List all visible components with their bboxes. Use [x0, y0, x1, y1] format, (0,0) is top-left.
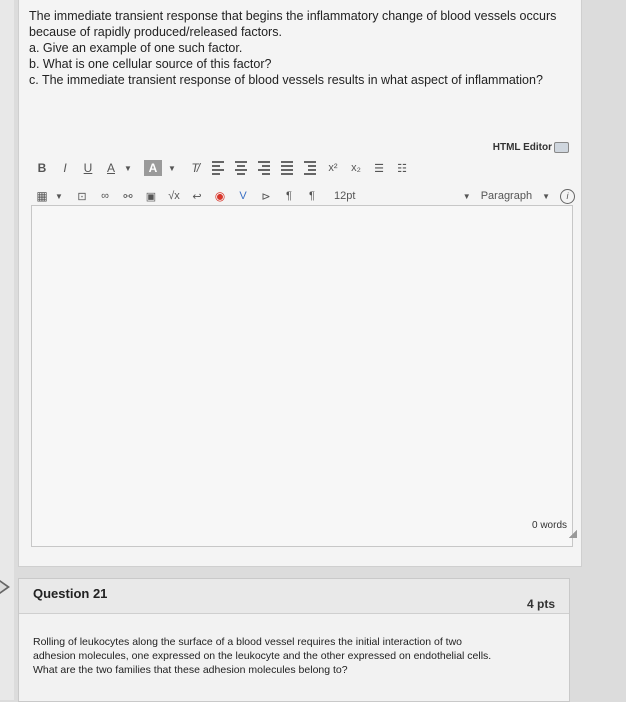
question-text-line: Rolling of leukocytes along the surface of a blood vessel requires the initial interaction of two	[33, 636, 462, 648]
html-editor-link[interactable]	[493, 142, 569, 153]
block-format-dropdown-icon[interactable]: ▼	[542, 191, 550, 201]
justify-icon[interactable]	[280, 160, 294, 176]
media-icon[interactable]: ⊳	[261, 190, 271, 203]
word-count: 0 words	[531, 520, 567, 531]
link-icon[interactable]: ∞	[101, 190, 109, 202]
question-text-line: adhesion molecules, one expressed on the leukocyte and the other expressed on endothelial cells.	[33, 650, 492, 662]
rtl-direction-icon[interactable]: ¶	[309, 190, 315, 202]
indent-icon[interactable]	[303, 160, 317, 176]
screen-edge	[0, 0, 14, 700]
clear-format-button[interactable]: T̸	[191, 161, 199, 175]
image-icon[interactable]: ▣	[145, 190, 157, 203]
numbered-list-icon[interactable]: ☷	[397, 162, 407, 175]
resize-handle-icon[interactable]	[569, 530, 577, 538]
superscript-button[interactable]: x²	[328, 162, 338, 174]
question-flag-icon-inner	[0, 582, 7, 592]
lti-tool-icon[interactable]: ↩	[192, 190, 202, 203]
question-prompt	[29, 8, 569, 88]
prompt-line: The immediate transient response that begins the inflammatory change of blood vessels occurs	[29, 9, 557, 23]
table-dropdown-icon[interactable]: ▼	[55, 191, 63, 201]
subscript-button[interactable]: x₂	[351, 162, 361, 174]
align-right-icon[interactable]	[257, 160, 271, 176]
font-color-button[interactable]: A	[106, 161, 115, 175]
font-color-dropdown-icon[interactable]: ▼	[124, 163, 132, 173]
block-format-select[interactable]: Paragraph	[480, 190, 533, 202]
question-20-card	[18, 0, 582, 567]
answer-text-area[interactable]	[31, 205, 573, 547]
prompt-line: because of rapidly produced/released factors.	[29, 25, 282, 39]
font-size-select[interactable]: 12pt	[334, 190, 356, 202]
unlink-icon[interactable]: ⚯	[123, 190, 133, 203]
question-points: 4 pts	[526, 597, 555, 611]
toolbar-row-1	[35, 158, 575, 178]
record-media-icon[interactable]: ◉	[214, 189, 226, 203]
html-editor-label[interactable]: HTML Editor	[492, 142, 552, 153]
highlight-dropdown-icon[interactable]: ▼	[168, 163, 176, 173]
prompt-line: c. The immediate transient response of blood vessels results in what aspect of inflammation?	[29, 73, 543, 87]
keyboard-icon[interactable]	[554, 142, 569, 153]
bullet-list-icon[interactable]: ☰	[374, 162, 384, 175]
italic-button[interactable]: I	[63, 161, 67, 175]
prompt-line: a. Give an example of one such factor.	[29, 41, 243, 55]
highlight-button[interactable]: A	[144, 160, 162, 176]
vimeo-icon[interactable]: V	[239, 190, 247, 202]
underline-button[interactable]: U	[83, 161, 93, 175]
question-header	[19, 579, 569, 614]
font-size-dropdown-icon[interactable]: ▼	[462, 191, 471, 201]
block-format-group	[453, 189, 575, 204]
table-icon[interactable]: ▦	[36, 189, 48, 203]
question-text-line: What are the two families that these adhesion molecules belong to?	[33, 664, 348, 676]
embed-icon[interactable]: ⊡	[77, 190, 87, 203]
question-21-card	[18, 578, 570, 702]
bold-button[interactable]: B	[37, 161, 47, 175]
toolbar-row-2	[35, 186, 575, 206]
accessibility-checker-icon[interactable]: i	[560, 189, 575, 204]
question-title: Question 21	[33, 586, 108, 601]
align-center-icon[interactable]	[234, 160, 248, 176]
equation-button[interactable]: √x	[168, 190, 180, 202]
rich-text-toolbar	[35, 158, 575, 206]
ltr-direction-icon[interactable]: ¶	[286, 190, 292, 202]
question-text	[33, 635, 553, 677]
align-left-icon[interactable]	[211, 160, 225, 176]
prompt-line: b. What is one cellular source of this factor?	[29, 57, 272, 71]
